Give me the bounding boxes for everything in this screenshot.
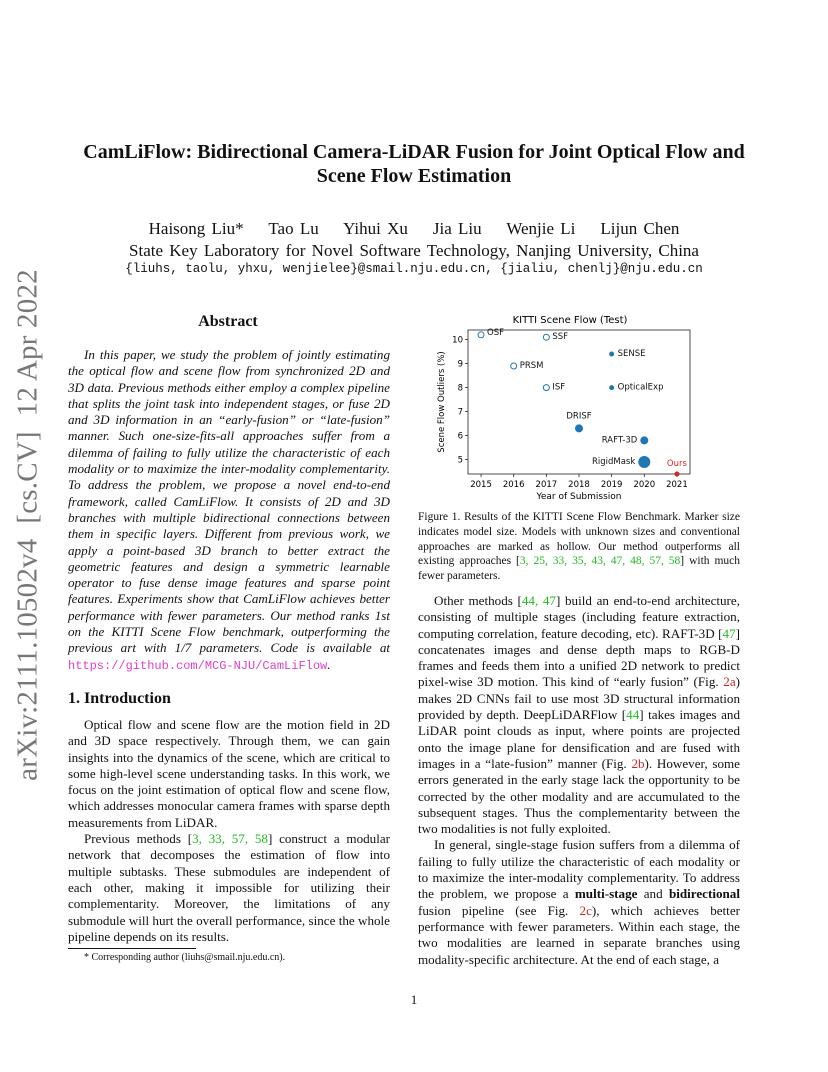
point-label-ours: Ours (666, 459, 687, 469)
citation-link[interactable]: 3, 25, 33, 35, 43, 47, 48, 57, 58 (519, 555, 681, 568)
point-label-isf: ISF (552, 382, 566, 393)
right-paragraph-1: Other methods [44, 47] build an end-to-end architecture, consisting of multiple stages (including feature extraction, computing correlation, feature decoding, etc). RAFT-3D [47] concatenates images and dense depth maps to RGB-D frames and feeds them into a unified 2D network to predict pixel-wise 3D motion. This kind of “early fusion” (Fig. 2a) makes 2D CNNs fail to use most 3D structural information provided by depth. DeepLiDARFlow [44] takes images and LiDAR point clouds as input, where points are projected onto the image plane for densification and are fused with images in a “late-fusion” manner (Fig. 2b). However, some errors generated in the early stage lack the opportunity to be corrected by the other modality and are accumulated to the subsequent stages. Thus the complementarity between the two modalities is not fully exploited. (418, 593, 741, 837)
point-label-sense: SENSE (617, 349, 646, 359)
right-column-body (418, 593, 740, 968)
point-label-drisf: DRISF (566, 411, 592, 422)
y-tick-label: 9 (457, 359, 463, 370)
intro-heading: 1. Introduction (68, 690, 171, 707)
point-label-osf: OSF (487, 327, 505, 338)
intro-paragraph-2: Previous methods [3, 33, 57, 58] construct a modular network that decomposes the estimation of flow into multiple subtasks. These submodules are independent of each other, making it impossible for utilizing their complementarity. Moreover, the limitations of any submodule will hurt the overall performance, since the whole pipeline depends on its results. (68, 831, 391, 944)
footnote-rule (68, 948, 196, 949)
point-opticalexp (610, 386, 614, 390)
point-label-prsm: PRSM (519, 361, 544, 371)
y-tick-label: 8 (457, 383, 463, 394)
x-tick-label: 2018 (568, 480, 590, 490)
citation-link[interactable]: 44, 47 (521, 593, 556, 608)
data-points (478, 328, 687, 476)
figure-caption: Figure 1. Results of the KITTI Scene Flow Benchmark. Marker size indicates model size. Models with unknown sizes and conventional approaches are marked as hollow. Our method outperforms all existing approaches [3, 25, 33, 35, 43, 47, 48, 57, 58] with much fewer parameters. (418, 511, 741, 583)
figure-ref-link[interactable]: 2b (631, 755, 645, 771)
y-tick-label: 10 (452, 335, 463, 346)
title-line-1: CamLiFlow: Bidirectional Camera-LiDAR Fusion for Joint Optical Flow and (83, 141, 745, 163)
x-ticks (470, 474, 688, 490)
x-tick-label: 2015 (470, 480, 492, 490)
point-ours (675, 472, 679, 476)
point-label-ssf: SSF (552, 332, 569, 343)
affiliation: State Key Laboratory for Novel Software Technology, Nanjing University, China (129, 241, 699, 260)
x-tick-label: 2020 (633, 480, 656, 490)
y-axis-label: Scene Flow Outliers (%) (437, 351, 447, 453)
abstract-body: In this paper, we study the problem of jointly estimating the optical flow and scene flow from synchronized 2D and 3D data. Previous methods either employ a complex pipeline that splits the joint task into independent stages, or fuse 2D and 3D information in an “early-fusion” or “late-fusion” manner. Such one-size-fits-all approaches suffer from a dilemma of failing to fully utilize the characteristic of each modality or to maximize the inter-modality complementarity. To address the problem, we propose a novel end-to-end framework, called CamLiFlow. It consists of 2D and 3D branches with multiple bidirectional connections between them in specific layers. Different from previous work, we apply a point-based 3D branch to better extract the geometric features and design a symmetric learnable operator to fuse dense image features and sparse point features. Experiments show that CamLiFlow achieves better performance with fewer parameters. Our method ranks 1st on the KITTI Scene Flow benchmark, outperforming the previous art with 1/7 parameters. Code is available at https://github.com/MCG-NJU/CamLiFlow. (68, 347, 390, 673)
paper-title (40, 140, 788, 188)
x-tick-label: 2021 (666, 480, 688, 490)
point-osf (478, 332, 484, 338)
figure-ref-link[interactable]: 2a (723, 674, 736, 690)
scene-flow-chart (430, 308, 688, 508)
abstract-heading: Abstract (198, 313, 258, 330)
arxiv-watermark (8, 269, 48, 781)
point-drisf (576, 425, 583, 432)
x-axis-label: Year of Submission (536, 492, 622, 502)
point-ssf (543, 334, 549, 340)
title-line-2: Scene Flow Estimation (316, 165, 512, 187)
y-tick-label: 6 (457, 431, 463, 442)
point-raft-3d (641, 437, 648, 444)
point-sense (610, 352, 614, 356)
citation-link[interactable]: 3, 33, 57, 58 (192, 831, 268, 847)
x-tick-label: 2019 (600, 480, 623, 490)
plot-frame (468, 327, 690, 474)
citation-link[interactable]: 44 (626, 707, 640, 723)
point-prsm (511, 363, 517, 369)
page-number: 1 (410, 992, 418, 1007)
x-tick-label: 2016 (502, 480, 525, 490)
x-tick-label: 2017 (535, 480, 558, 490)
authors: Haisong Liu* Tao Lu Yihui Xu Jia Liu Wenjie Li Lijun Chen (148, 219, 680, 238)
intro-body (68, 717, 390, 945)
point-label-opticalexp: OpticalExp (617, 382, 664, 393)
emails: {liuhs, taolu, yhxu, wenjielee}@smail.nju.edu.cn, {jialiu, chenlj}@nju.edu.cn (125, 262, 703, 276)
y-tick-label: 7 (457, 407, 463, 418)
y-ticks (452, 336, 468, 466)
point-rigidmask (639, 457, 650, 468)
right-paragraph-2: In general, single-stage fusion suffers from a dilemma of failing to fully utilize the characteristic of each modality or to maximize the inter-modality complementarity. To address the problem, we propose a multi-stage and bidirectional fusion pipeline (see Fig. 2c), which achieves better performance with fewer parameters. Within each stage, the two modalities are learned in separate branches using modality-specific architecture. At the end of each stage, a (418, 837, 740, 967)
arxiv-id: arXiv:2111.10502v4 [cs.CV] 12 Apr 2022 (11, 269, 44, 781)
code-link[interactable]: https://github.com/MCG-NJU/CamLiFlow (68, 658, 328, 673)
figure-ref-link[interactable]: 2c (579, 902, 592, 918)
point-isf (543, 385, 549, 391)
footnote: * Corresponding author (liuhs@smail.nju.edu.cn). (84, 952, 286, 963)
intro-paragraph-1: Optical flow and scene flow are the motion field in 2D and 3D space respectively. Through them, we can gain insights into the dynamics of the scene, which are critical to some high-level scene understanding tasks. In this work, we focus on the joint estimation of optical flow and scene flow, which addresses monocular camera frames with sparse depth measurements from LiDAR. (68, 717, 390, 830)
chart-title: KITTI Scene Flow (Test) (512, 315, 628, 326)
point-label-raft-3d: RAFT-3D (601, 435, 638, 446)
abstract-text: In this paper, we study the problem of jointly estimating the optical flow and scene flow from synchronized 2D and 3D data. Previous methods either employ a complex pipeline that splits the joint task into independent stages, or fuse 2D and 3D information in an “early-fusion” or “late-fusion” manner. Such one-size-fits-all approaches suffer from a dilemma of failing to fully utilize the characteristic of each modality or to maximize the inter-modality complementarity. To address the problem, we propose a novel end-to-end framework, called CamLiFlow. It consists of 2D and 3D branches with multiple bidirectional connections between them in specific layers. Different from previous work, we apply a point-based 3D branch to better extract the geometric features and design a symmetric learnable operator to fuse dense image features and sparse point features. Experiments show that CamLiFlow achieves better performance with fewer parameters. Our method ranks 1st on the KITTI Scene Flow benchmark, outperforming the previous art with 1/7 parameters. Code is available at (68, 347, 390, 656)
point-label-rigidmask: RigidMask (591, 457, 636, 467)
author-block (40, 218, 788, 262)
y-tick-label: 5 (457, 455, 463, 466)
citation-link[interactable]: 47 (722, 625, 736, 641)
